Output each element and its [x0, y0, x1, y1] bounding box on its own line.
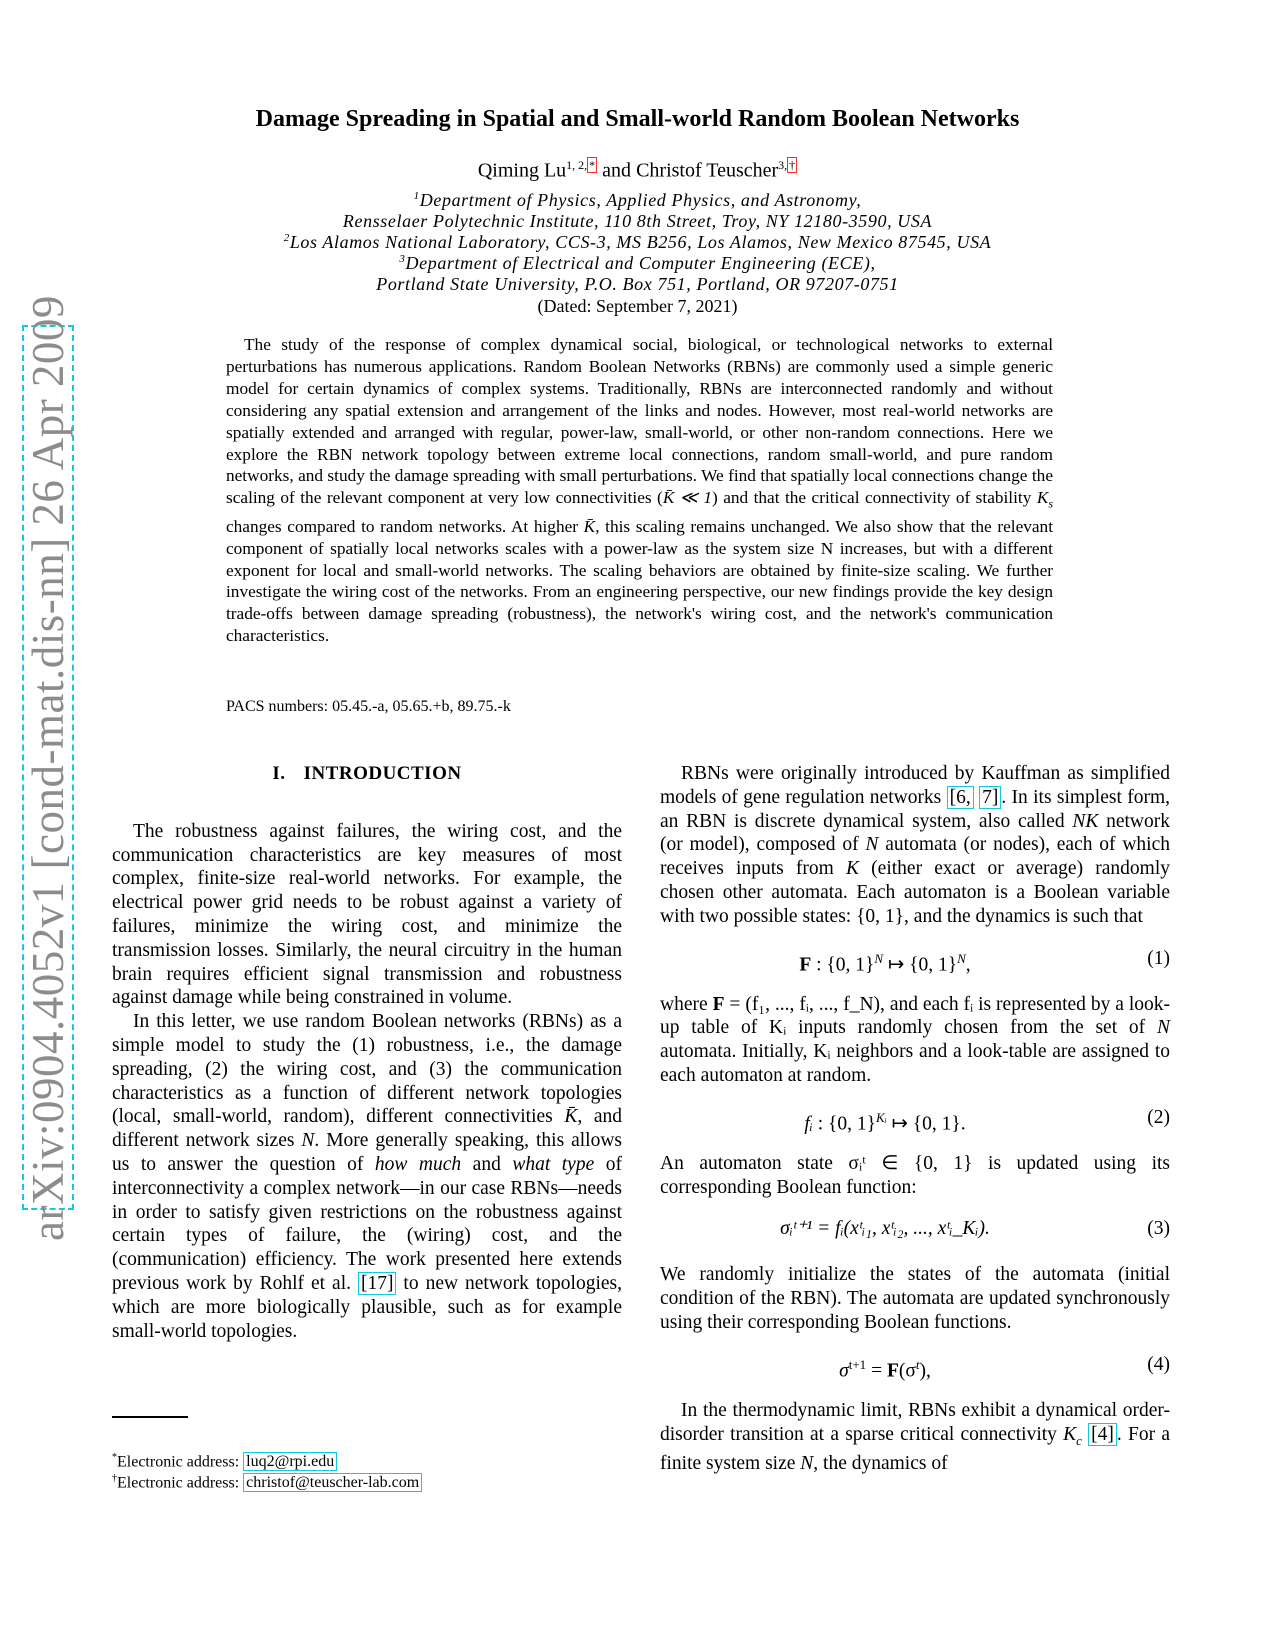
r1-text-c: network (or model), composed of	[660, 810, 1170, 856]
footnote-1-mark: *	[112, 1452, 117, 1463]
equation-3-number: (3)	[1147, 1218, 1170, 1240]
author-2-footnote-link[interactable]: †	[789, 158, 796, 172]
eq1-tail: ,	[965, 954, 971, 976]
section-heading	[112, 762, 622, 786]
intro-paragraph-1: The robustness against failures, the wiring cost, and the communication characteristics are key measures of most complex, finite-size real-world networks. For example, the electrical power grid needs to be robust against a variety of failures, minimize the wiring cost, and minimize the transmission losses. Similarly, the neural circuitry in the human brain requires efficient signal transmission and robustness against damage while being constrained in volume.	[112, 820, 622, 1009]
r5-kc: K	[1063, 1423, 1077, 1445]
r5-kc-sub: c	[1076, 1432, 1082, 1448]
eq2-body: : {0, 1}	[812, 1113, 876, 1135]
eq1-sup1: N	[874, 950, 884, 966]
p2-text-f: to new network topologies, which are more biologically plausible, such as for example small-world topologies.	[112, 1272, 623, 1342]
affil-3-num: 3	[399, 253, 406, 265]
p2-how-much: how much	[374, 1153, 462, 1175]
rbn-paragraph-5	[660, 1399, 1170, 1476]
r1-text-e: (either exact or average) randomly chosen other automata. Each automaton is a Boolean variable with two possible states: {0, 1}, and the dynamics is such that	[660, 858, 1170, 927]
abstract-kbar-ll: K̄ ≪ 1	[662, 488, 712, 508]
eq4-equals: =	[866, 1360, 887, 1382]
affiliation-3	[0, 253, 1275, 274]
email-link-1[interactable]: luq2@rpi.edu	[243, 1452, 337, 1471]
footnote-rule	[112, 1416, 188, 1418]
p2-text-e: of interconnectivity a complex network—in our case RBNs—needs in order to satisfy given restrictions on the robustness against certain types of failure, the (wiring) cost, and the (communication) efficiency. The work presented here extends previous work by Rohlf et al.	[112, 1153, 622, 1294]
p2-text-a: In this letter, we use random Boolean networks (RBNs) as a simple model to study the (1) robustness, i.e., the damage spreading, (2) the wiring cost, and (3) the communication characteristics as a function of different network topologies (local, small-world, random), different connectivities	[112, 1011, 622, 1128]
paper-title: Damage Spreading in Spatial and Small-world Random Boolean Networks	[255, 106, 1020, 132]
equation-4	[660, 1349, 1170, 1381]
right-column	[660, 762, 1170, 1476]
rbn-paragraph-2	[660, 993, 1170, 1088]
author-line	[0, 158, 1275, 183]
equation-1	[660, 943, 1170, 975]
affil-1b-text: Rensselaer Polytechnic Institute, 110 8th Street, Troy, NY 12180-3590, USA	[342, 211, 933, 231]
eq1-F: F	[799, 954, 812, 976]
citation-17-link[interactable]: [17]	[358, 1272, 397, 1295]
equation-2-formula	[660, 1106, 1110, 1136]
arxiv-stamp	[22, 294, 74, 1241]
affiliation-2	[0, 232, 1275, 253]
eq4-sigma: σ	[839, 1360, 849, 1382]
r1-nk: NK	[1072, 810, 1099, 832]
r1-k: K	[845, 858, 859, 880]
equation-3-formula	[660, 1217, 1110, 1241]
eq4-tail: ),	[919, 1360, 931, 1382]
affil-1-num: 1	[413, 190, 420, 202]
r1-text-a: RBNs were originally introduced by Kauffman as simplified models of gene regulation networks	[660, 763, 1170, 808]
affiliation-3b	[0, 274, 1275, 295]
and-word: and	[602, 159, 632, 182]
r5-text-c: , the dynamics of	[813, 1453, 948, 1475]
email-link-2[interactable]: christof@teuscher-lab.com	[243, 1473, 422, 1492]
footnote-2	[112, 1473, 422, 1492]
eq1-sup2: N	[957, 950, 966, 966]
eq4-F: F	[886, 1360, 899, 1382]
author-2: Christof Teuscher	[636, 159, 779, 182]
r2-n: N	[1156, 1017, 1170, 1039]
eq4-arg: (σ	[898, 1360, 916, 1382]
author-1: Qiming Lu	[477, 159, 567, 182]
rbn-paragraph-1	[660, 762, 1170, 929]
rbn-paragraph-3: An automaton state σᵢᵗ ∈ {0, 1} is updated using its corresponding Boolean function:	[660, 1152, 1170, 1198]
r5-text-b: . For a finite system size	[660, 1423, 1170, 1475]
arxiv-id: arXiv:0904.4052v1 [cond-mat.dis-nn] 26 Apr 2009	[23, 294, 73, 1241]
citation-6-link[interactable]: [6,	[947, 786, 974, 809]
rbn-paragraph-4: We randomly initialize the states of the automata (initial condition of the RBN). The automata are updated synchronously using their corresponding Boolean functions.	[660, 1264, 1170, 1333]
abstract-text-4: , this scaling remains unchanged. We also show that the relevant component of spatially local networks scales with a power-law as the system size N increases, but with a different exponent for local and small-world networks. The scaling behaviors are obtained by finite-size scaling. We further investigate the wiring cost of the networks. From an engineering perspective, our new findings provide the key design trade-offs between damage spreading (robustness), the network's wiring cost, and the network's communication characteristics.	[226, 516, 1053, 646]
abstract-text-3: changes compared to random networks. At higher	[226, 516, 584, 536]
p2-text-d: and	[461, 1153, 513, 1175]
abstract-ks: K	[1036, 488, 1049, 508]
affil-1-text: Department of Physics, Applied Physics, and Astronomy,	[419, 190, 862, 210]
affiliation-1	[0, 190, 1275, 211]
left-column	[112, 762, 622, 1343]
affil-2-text: Los Alamos National Laboratory, CCS-3, MS B256, Los Alamos, New Mexico 87545, USA	[289, 232, 992, 252]
r2-text-a: where	[660, 993, 713, 1015]
equation-3	[660, 1213, 1170, 1245]
footnote-2-label: Electronic address:	[117, 1474, 244, 1492]
p2-kbar: K̄	[564, 1106, 578, 1128]
eq4-sup1: t+1	[848, 1356, 867, 1372]
equation-2	[660, 1102, 1170, 1134]
r2-text-b: = (f₁, ..., fᵢ, ..., f_N), and each fᵢ is represented by a look-up table of Kᵢ inputs randomly chosen from the set of	[660, 993, 1170, 1039]
footnote-2-mark: †	[112, 1473, 117, 1484]
equation-2-number: (2)	[1147, 1106, 1170, 1128]
equation-1-formula	[660, 947, 1110, 977]
r5-text-a: In the thermodynamic limit, RBNs exhibit a dynamical order-disorder transition at a sparse critical connectivity	[660, 1399, 1170, 1445]
abstract-ks-sub: s	[1048, 496, 1054, 511]
author-1-affil: 1, 2,	[566, 158, 588, 172]
citation-7-link[interactable]: 7]	[979, 786, 1001, 809]
affiliation-1b	[0, 211, 1275, 232]
r2-F: F	[712, 993, 725, 1015]
intro-paragraph-2	[112, 1010, 622, 1343]
footnote-1	[112, 1452, 337, 1471]
eq2-sup: Kᵢ	[875, 1109, 887, 1125]
eq3-text: σᵢᵗ⁺¹ = fᵢ(xᵗᵢ₁, xᵗᵢ₂, ..., xᵗᵢ_Kᵢ).	[780, 1218, 990, 1240]
section-title: INTRODUCTION	[303, 763, 462, 784]
citation-4-link[interactable]: [4]	[1088, 1423, 1117, 1446]
r2-text-c: automata. Initially, Kᵢ neighbors and a look-table are assigned to each automaton at random.	[660, 1041, 1170, 1086]
eq1-arrow: ↦ {0, 1}	[883, 954, 958, 976]
p2-text-b: , and different network sizes	[112, 1106, 622, 1152]
author-1-footnote-link[interactable]: *	[589, 158, 596, 172]
dated-line: (Dated: September 7, 2021)	[537, 296, 738, 316]
abstract-text-2: ) and that the critical connectivity of stability	[711, 488, 1037, 508]
eq2-tail: ↦ {0, 1}.	[886, 1113, 966, 1135]
eq2-f: fᵢ	[804, 1113, 813, 1135]
eq1-body: : {0, 1}	[811, 954, 875, 976]
affil-3-text: Department of Electrical and Computer Engineering (ECE),	[405, 253, 876, 273]
r1-text-b: . In its simplest form, an RBN is discrete dynamical system, also called	[660, 786, 1170, 832]
abstract	[226, 334, 1053, 647]
author-2-affil: 3,	[778, 158, 788, 172]
equation-1-number: (1)	[1147, 947, 1170, 969]
r1-text-d: automata (or nodes), each of which receives inputs from	[660, 834, 1170, 880]
footnote-1-label: Electronic address:	[117, 1453, 244, 1471]
abstract-kbar: K̄	[583, 516, 596, 536]
p2-text-c: . More generally speaking, this allows us to answer the question of	[112, 1130, 623, 1175]
abstract-text-1: The study of the response of complex dynamical social, biological, or technological networks to external perturbations has numerous applications. Random Boolean Networks (RBNs) are commonly used a simple generic model for certain dynamics of complex systems. Traditionally, RBNs are interconnected randomly and without considering any spatial extension and arrangement of the links and nodes. However, most real-world networks are spatially extended and arranged with regular, power-law, small-world, or other non-random connections. Here we explore the RBN network topology between extreme local connections, random small-world, and pure random networks, and study the damage spreading with small perturbations. We find that spatially local connections change the scaling of the relevant component at very low connectivities (	[226, 335, 1053, 508]
p2-what-type: what type	[512, 1153, 595, 1175]
equation-4-formula	[660, 1353, 1110, 1383]
eq4-sup2: t	[915, 1356, 920, 1372]
p2-n: N	[301, 1130, 315, 1152]
r5-n: N	[800, 1453, 814, 1475]
equation-4-number: (4)	[1147, 1353, 1170, 1375]
section-number: I.	[272, 763, 286, 784]
affil-3b-text: Portland State University, P.O. Box 751, Portland, OR 97207-0751	[376, 274, 899, 294]
r1-n: N	[865, 834, 879, 856]
pacs-numbers: PACS numbers: 05.45.-a, 05.65.+b, 89.75.-k	[226, 698, 511, 715]
affil-2-num: 2	[283, 232, 290, 244]
